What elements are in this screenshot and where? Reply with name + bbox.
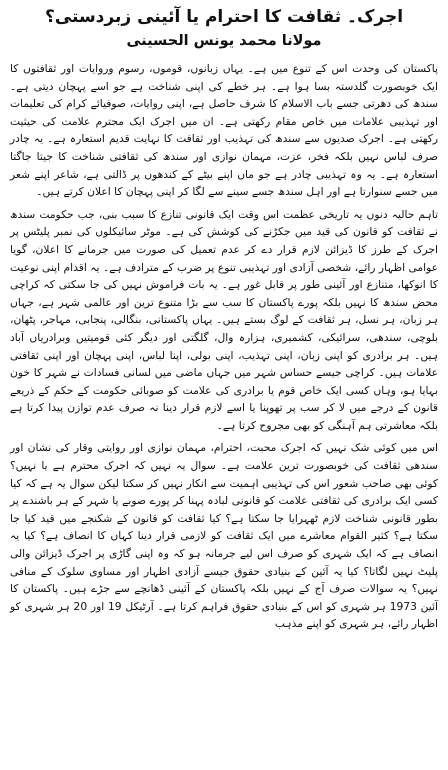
article-title: اجرک۔ ثقافت کا احترام یا آئینی زبردستی؟ — [44, 7, 404, 27]
article-paragraph: اس میں کوئی شک نہیں کہ اجرک محبت، احترام، مہمان نوازی اور روایتی وقار کی نشان اور سندھی ثقافت کی خوبصورت ترین علامت ہے۔ سوال یہ نہیں کہ اجرک محترم ہے یا نہیں؟ کوئی بھی صاحب شعور اس کی تہذیبی اہمیت سے انکار نہیں کر سکتا لیکن سوال یہ ہے کہ کیا کسی ایک برادری کی ثقافتی علامت کو قانونی لبادہ پہنا کر پورے صوبے یا شہر کے ہر باشندے پر بطور قانونی شناخت لازم ٹھہرایا جا سکتا ہے؟ کیا ثقافت کو قانون کے شکنجے میں قید کیا جا سکتا ہے؟ کثیر القوام معاشرے میں ایک ثقافت کو لازمی قرار دینا کہاں کا انصاف ہے؟ کیا یہ انصاف ہے کہ ایک شہری کو صرف اس لیے جرمانہ ہو کہ وہ اپنی گاڑی پر اجرک ڈیزائن والی پلیٹ نہیں لگاتا؟ کیا یہ آئین کے بنیادی حقوق جیسے آزادی اظہار اور مساوی سلوک کے منافی نہیں؟ یہ سوالات صرف آج کے نہیں بلکہ پاکستان کے آئینی ڈھانچے سے جڑے ہیں۔ پاکستان کا آئین 1973 ہر شہری کو اس کے بنیادی حقوق فراہم کرتا ہے۔ آرٹیکل 19 اور 20 ہر شہری کو اظہار رائے، ہر شہری کو اپنے مذہب — [10, 441, 438, 631]
article-body — [10, 60, 438, 633]
article-paragraph: تاہم حالیہ دنوں یہ تاریخی عظمت اس وقت ایک قانونی تنازع کا سبب بنی، جب حکومت سندھ نے ثقافت کو قانون کی قید میں جکڑنے کی کوشش کی ہے۔ موٹر سائیکلوں کی نمبر پلیٹس پر اجرک کے طرز کا ڈیزائن لازم قرار دے کر عدم تعمیل کی صورت میں جرمانے کا اعلان، گویا عوامی اظہار رائے، شخصی آزادی اور تہذیبی تنوع پر ضرب کے مترادف ہے۔ یہ اقدام اپنی نوعیت کا انوکھا، متنازع اور آئینی طور پر قابل غور ہے۔ یہ بات فراموش نہیں کی جا سکتی کہ کراچی محض سندھ کا نہیں بلکہ پورے پاکستان کا سب سے بڑا متنوع ترین اور عالمی شہر ہے، جہاں ہر زبان، ہر نسل، ہر ثقافت کے لوگ بستے ہیں۔ یہاں پاکستانی، بنگالی، پنجابی، مہاجر، پٹھان، بلوچی، سندھی، سرائیکی، کشمیری، ہزارہ وال، گلگتی اور دیگر کئی قومیتیں وبرادریاں آباد ہیں۔ ہر برادری کو اپنی زبان، اپنی تہذیب، اپنی بولی، اپنا لباس، اپنی پہچان اور اپنی ثقافتی علامات ہیں۔ کراچی جیسے حساس شہر میں جہاں ماضی میں لسانی فسادات نے شہر کا خون بہایا ہو، وہاں کسی ایک خاص قوم یا برادری کی علامت کو صوبائی حکومت کے حکم کے ذریعے قانون کے درجے میں لا کر سب پر تھوپنا یا اسے لازم قرار دینا نہ صرف عدم توازن پیدا کرتا ہے بلکہ معاشرتی ہم آہنگی کو بھی مجروح کرتا ہے۔ — [10, 207, 438, 432]
article-paragraph: پاکستان کی وحدت اس کے تنوع میں ہے۔ یہاں زبانوں، قوموں، رسوم وروایات اور ثقافتوں کا ایک خوبصورت گلدستہ بسا ہوا ہے۔ ہر خطے کی اپنی شناخت ہے جو اسے پہچان دیتی ہے۔ سندھ کی دھرتی جسے باب الاسلام کا شرف حاصل ہے، اپنی روایات، صوفیائے کرام کی تعلیمات اور تہذیبی علامات میں خاص مقام رکھتی ہے۔ ان میں اجرک ایک محترم علامت کی حیثیت رکھتی ہے۔ اجرک صدیوں سے سندھ کی تہذیب اور ثقافت کا نہایت قدیم استعارہ ہے۔ یہ چادر صرف لباس نہیں بلکہ فخر، عزت، مہمان نوازی اور سندھ کی ثقافتی شناخت کا جیتا جاگتا استعارہ ہے۔ یہ وہ تہذیبی چادر ہے جو ماں اپنے بیٹے کے کندھوں پر ڈالتی ہے، شاعر اپنے شعر میں جسے سنوارتا ہے اور اہل سندھ جسے سینے سے لگا کر اپنی پہچان کا اعلان کرتے ہیں۔ — [10, 62, 438, 199]
article-author: مولانا محمد یونس الحسینی — [126, 33, 322, 49]
